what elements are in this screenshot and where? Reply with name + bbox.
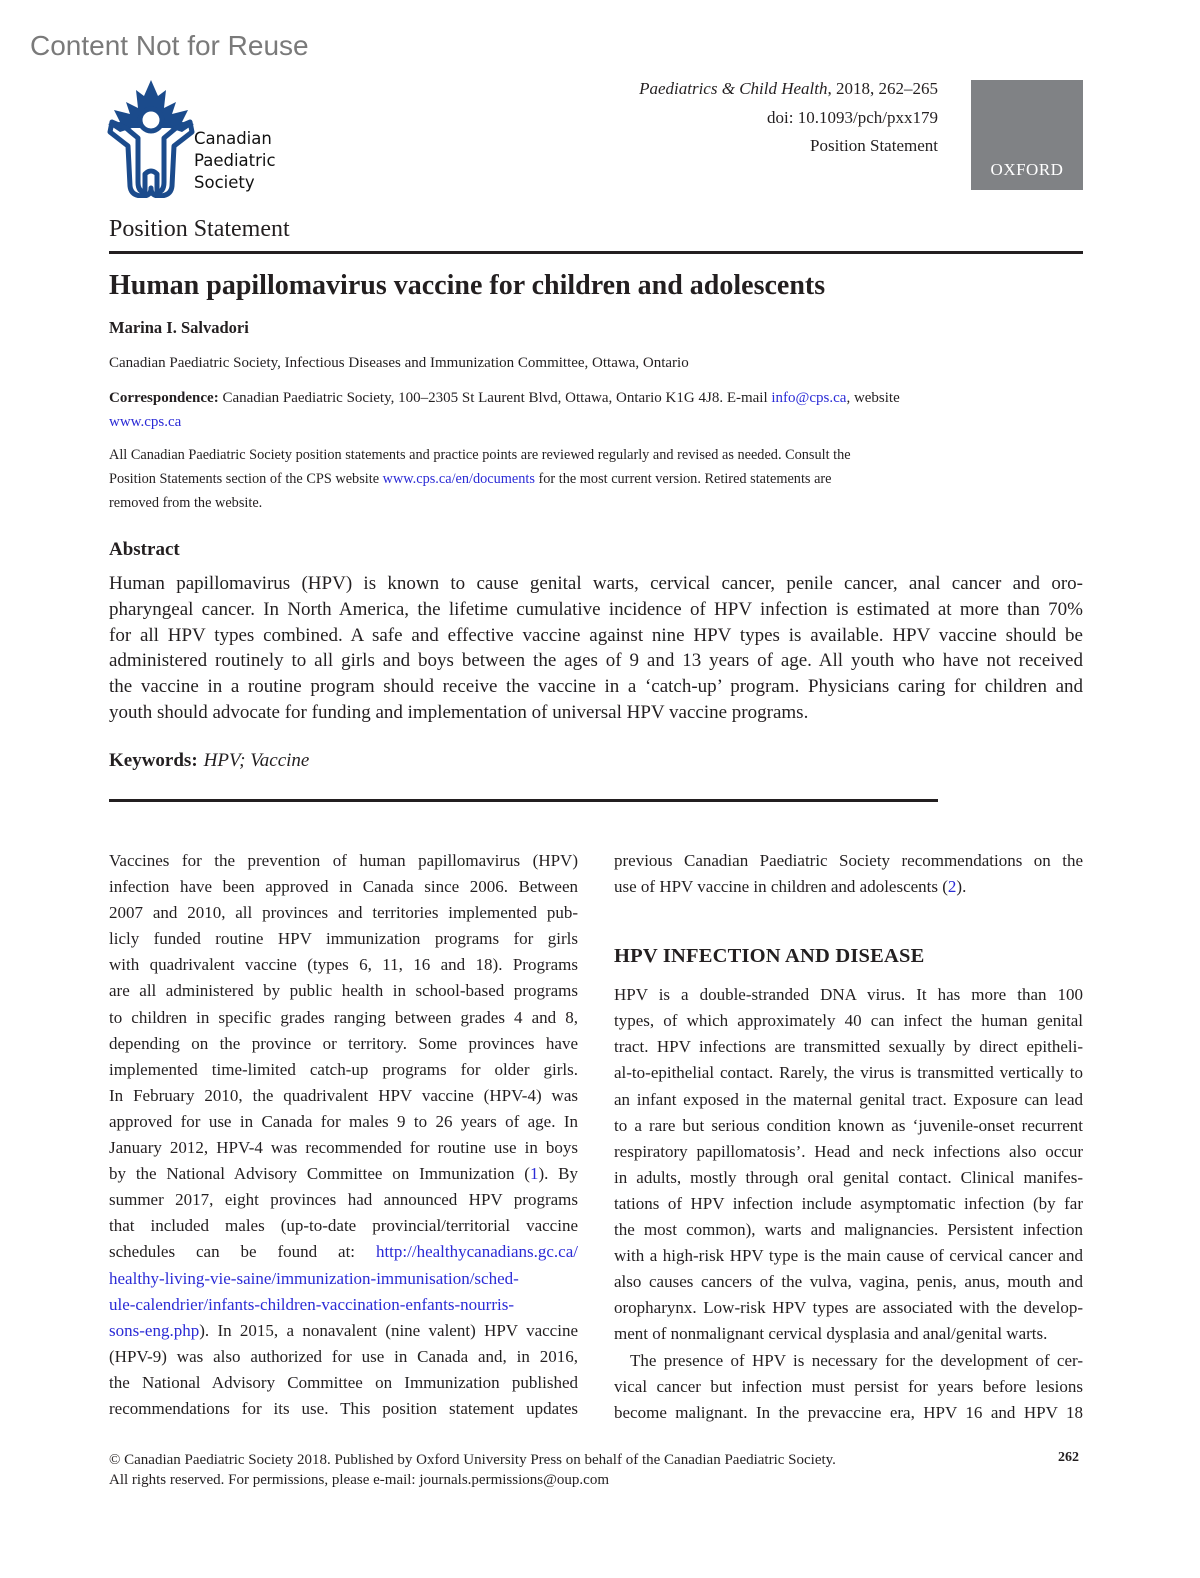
text-segment: vical cancer but infection must persist for years before lesions — [614, 1376, 1083, 1396]
cps-logo — [104, 78, 294, 198]
text-line — [614, 1243, 1083, 1269]
text-line — [109, 1109, 578, 1135]
section-label: Position Statement — [109, 216, 290, 242]
text-segment: with a high-risk HPV type is the main cause of cervical cancer and — [614, 1246, 1083, 1266]
text-segment: Human papillomavirus (HPV) is known to cause genital warts, cervical cancer, penile cancer, anal cancer and oro- — [109, 573, 1083, 594]
website-link[interactable]: www.cps.ca — [109, 414, 182, 430]
footer-line: All rights reserved. For permissions, please e-mail: journals.permissions@oup.com — [109, 1472, 609, 1488]
text-line — [614, 1321, 1083, 1347]
header-divider — [109, 251, 1083, 254]
text-line — [109, 848, 578, 874]
text-line — [614, 1295, 1083, 1321]
text-line — [614, 1269, 1083, 1295]
text-line — [109, 1161, 578, 1187]
text-segment: implemented time-limited catch-up programs for older girls. — [109, 1059, 578, 1079]
note-text: for the most current version. Retired statements are — [534, 471, 832, 487]
text-line — [109, 571, 1083, 597]
text-line — [109, 1370, 578, 1396]
journal-info — [639, 75, 938, 161]
text-line — [614, 1008, 1083, 1034]
text-segment: are all administered by public health in school-based programs — [109, 981, 578, 1001]
paragraph — [614, 982, 1083, 1347]
text-segment: use of HPV vaccine in children and adolescents ( — [614, 877, 948, 897]
text-line — [614, 874, 1083, 900]
text-segment: al-to-epithelial contact. Rarely, the virus is transmitted vertically to — [614, 1063, 1083, 1083]
text-line — [614, 1217, 1083, 1243]
text-line — [614, 1113, 1083, 1139]
text-segment: with quadrivalent vaccine (types 6, 11, 16 and 18). Programs — [109, 955, 578, 975]
text-segment: licly funded routine HPV immunization programs for girls — [109, 929, 578, 949]
text-line — [109, 1213, 578, 1239]
abstract-heading: Abstract — [109, 539, 180, 560]
body-column-right — [614, 848, 1083, 1426]
text-segment: for all HPV types combined. A safe and effective vaccine against nine HPV types is available. HPV vaccine should be — [109, 624, 1083, 646]
text-segment: oropharynx. Low-risk HPV types are associated with the develop- — [614, 1298, 1083, 1318]
reference-link[interactable]: sons-eng.php — [109, 1320, 200, 1340]
text-line — [109, 597, 1083, 623]
doi: doi: 10.1093/pch/pxx179 — [767, 107, 938, 127]
text-line — [109, 1005, 578, 1031]
text-line — [109, 1292, 578, 1318]
maple-leaf-child-icon — [104, 78, 199, 198]
correspondence-label: Correspondence: — [109, 390, 219, 406]
text-segment: recommendations for its use. This position statement updates — [109, 1398, 578, 1418]
text-line — [109, 1057, 578, 1083]
note-line: removed from the website. — [109, 495, 263, 511]
text-segment: pharyngeal cancer. In North America, the lifetime cumulative incidence of HPV infection is estimated at more than 70% — [109, 598, 1083, 620]
journal-volume: , 2018, 262–265 — [827, 79, 938, 98]
correspondence-text: , website — [846, 390, 900, 406]
text-line — [109, 874, 578, 900]
text-line — [109, 1266, 578, 1292]
page-number: 262 — [1058, 1450, 1079, 1465]
text-line — [109, 900, 578, 926]
text-segment: infection have been approved in Canada since 2006. Between — [109, 877, 578, 897]
paragraph — [614, 848, 1083, 900]
author: Marina I. Salvadori — [109, 318, 249, 337]
reference-link[interactable]: healthy-living-vie-saine/immunization-immunisation/sched- — [109, 1268, 519, 1288]
text-line — [109, 1031, 578, 1057]
section-heading: HPV INFECTION AND DISEASE — [614, 945, 925, 968]
text-line — [109, 952, 578, 978]
review-note — [109, 443, 939, 515]
text-segment: types, of which approximately 40 can infect the human genital — [614, 1011, 1083, 1031]
email-link[interactable]: info@cps.ca — [771, 390, 847, 406]
logo-line: Paediatric — [194, 151, 276, 170]
text-line — [109, 1135, 578, 1161]
text-line — [109, 648, 1083, 674]
text-segment: youth should advocate for funding and implementation of universal HPV vaccine programs. — [109, 701, 809, 723]
text-segment: by the National Advisory Committee on Immunization ( — [109, 1164, 530, 1184]
watermark: Content Not for Reuse — [30, 30, 309, 61]
text-segment: tract. HPV infections are transmitted sexually by direct epitheli- — [614, 1037, 1083, 1057]
text-segment: respiratory papillomatosis’. Head and neck infections also occur — [614, 1141, 1083, 1161]
text-segment: the National Advisory Committee on Immunization published — [109, 1372, 578, 1392]
oxford-logo — [971, 80, 1083, 190]
text-segment: to a rare but serious condition known as ‘juvenile-onset recurrent — [614, 1115, 1083, 1135]
text-line — [109, 1239, 578, 1265]
text-line — [614, 848, 1083, 874]
text-segment: approved for use in Canada for males 9 to 26 years of age. In — [109, 1111, 578, 1131]
affiliation: Canadian Paediatric Society, Infectious Diseases and Immunization Committee, Ottawa, Ontario — [109, 355, 689, 371]
text-line — [614, 1191, 1083, 1217]
text-segment: In February 2010, the quadrivalent HPV vaccine (HPV-4) was — [109, 1085, 578, 1105]
text-segment: depending on the province or territory. Some provinces have — [109, 1033, 578, 1053]
correspondence — [109, 386, 939, 434]
keywords-value: HPV; Vaccine — [203, 750, 310, 771]
text-line — [614, 1165, 1083, 1191]
text-line — [109, 1344, 578, 1370]
text-line — [614, 1034, 1083, 1060]
text-line — [614, 1087, 1083, 1113]
text-line — [614, 1374, 1083, 1400]
keywords-label: Keywords: — [109, 750, 198, 771]
text-line — [109, 1396, 578, 1422]
note-line — [109, 467, 939, 491]
note-line: All Canadian Paediatric Society position statements and practice points are reviewed regularly and revised as needed. Consult the — [109, 447, 851, 463]
text-segment: HPV is a double-stranded DNA virus. It has more than 100 — [614, 985, 1083, 1005]
text-segment: the vaccine in a routine program should receive the vaccine in a ‘catch-up’ program. Physicians caring for children and — [109, 676, 1083, 698]
reference-link[interactable]: ule-calendrier/infants-children-vaccination-enfants-nourris- — [109, 1294, 514, 1314]
abstract-divider — [109, 799, 938, 802]
journal-name: Paediatrics & Child Health — [639, 79, 828, 98]
publisher-name: OXFORD — [990, 160, 1064, 179]
logo-line: Society — [194, 173, 255, 192]
text-segment: The presence of HPV is necessary for the development of cer- — [630, 1350, 1083, 1370]
copyright-footer — [109, 1450, 836, 1490]
text-segment: that included males (up-to-date provincial/territorial vaccine — [109, 1216, 578, 1236]
text-line — [614, 1348, 1083, 1374]
text-segment: the most common), warts and malignancies. Persistent infection — [614, 1220, 1083, 1240]
text-line — [614, 1139, 1083, 1165]
note-text: Position Statements section of the CPS website — [109, 471, 383, 487]
text-line — [614, 1060, 1083, 1086]
text-segment: schedules can be found at: — [109, 1242, 376, 1262]
article-title: Human papillomavirus vaccine for children and adolescents — [109, 270, 826, 301]
text-segment: in adults, mostly through oral genital contact. Clinical manifes- — [614, 1167, 1083, 1187]
text-segment: ). — [956, 877, 967, 897]
reference-link[interactable]: 2 — [947, 877, 957, 897]
cps-logo-text — [194, 128, 276, 194]
text-line — [614, 1400, 1083, 1426]
logo-line: Canadian — [194, 129, 272, 148]
text-segment: also causes cancers of the vulva, vagina, penis, anus, mouth and — [614, 1272, 1083, 1292]
text-segment: Vaccines for the prevention of human papillomavirus (HPV) — [109, 851, 578, 870]
text-line — [614, 982, 1083, 1008]
abstract-text — [109, 571, 1083, 726]
body-column-left — [109, 848, 578, 1422]
text-segment: administered routinely to all girls and boys between the ages of 9 and 13 years of age. All youth who have not received — [109, 650, 1083, 672]
text-line — [109, 623, 1083, 649]
text-segment: tations of HPV infection include asymptomatic infection (by far — [614, 1193, 1083, 1213]
text-segment: an infant exposed in the maternal genital tract. Exposure can lead — [614, 1089, 1083, 1109]
text-segment: 2007 and 2010, all provinces and territories implemented pub- — [109, 903, 578, 923]
article-type: Position Statement — [810, 136, 938, 155]
keywords — [109, 750, 309, 772]
text-segment: summer 2017, eight provinces had announced HPV programs — [109, 1190, 578, 1210]
text-segment: (HPV-9) was also authorized for use in Canada and, in 2016, — [109, 1346, 578, 1366]
text-segment: previous Canadian Paediatric Society recommendations on the — [614, 851, 1083, 870]
text-segment: to children in specific grades ranging between grades 4 and 8, — [109, 1007, 578, 1027]
text-segment: January 2012, HPV-4 was recommended for routine use in boys — [109, 1138, 578, 1158]
paragraph — [614, 1348, 1083, 1426]
text-segment: ment of nonmalignant cervical dysplasia and anal/genital warts. — [614, 1324, 1048, 1344]
text-line — [109, 978, 578, 1004]
text-line — [109, 674, 1083, 700]
text-line — [109, 926, 578, 952]
footer-line: © Canadian Paediatric Society 2018. Published by Oxford University Press on behalf of the Canadian Paediatric Society. — [109, 1452, 836, 1468]
text-line — [109, 1083, 578, 1109]
correspondence-text: Canadian Paediatric Society, 100–2305 St Laurent Blvd, Ottawa, Ontario K1G 4J8. E-mail — [218, 390, 772, 406]
text-line — [109, 1187, 578, 1213]
reference-link[interactable]: http://healthycanadians.gc.ca/ — [375, 1242, 578, 1262]
journal-citation — [639, 75, 938, 104]
text-segment: become malignant. In the prevaccine era, HPV 16 and HPV 18 — [614, 1402, 1083, 1422]
documents-link[interactable]: www.cps.ca/en/documents — [382, 471, 535, 487]
text-segment: ). By — [538, 1164, 579, 1184]
text-line — [109, 700, 1083, 726]
text-line — [109, 1318, 578, 1344]
reference-link[interactable]: 1 — [529, 1164, 539, 1184]
text-segment: ). In 2015, a nonavalent (nine valent) HPV vaccine — [199, 1320, 578, 1340]
